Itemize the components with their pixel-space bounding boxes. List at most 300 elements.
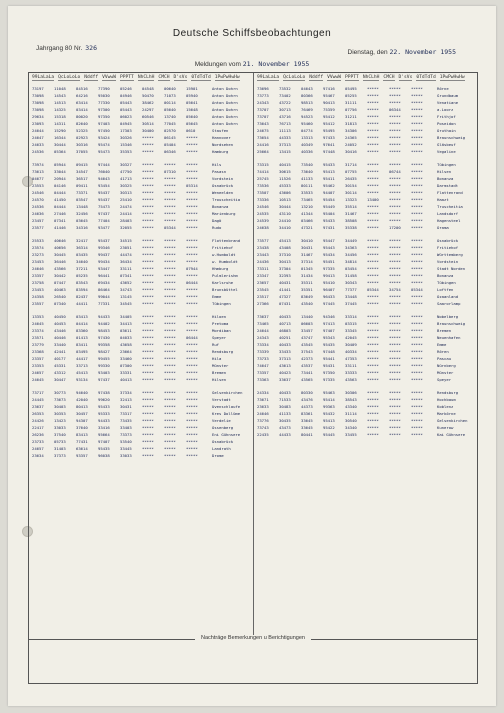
code-group: 24358 [32,294,44,299]
page-title: Deutsche Schiffsbeobachtungen [172,28,332,39]
station-name: Eni Gühnsere [212,432,241,437]
code-group: 25745 [257,176,269,181]
jahrgang-line [36,44,97,52]
station-name: Ozaanland [437,294,459,299]
code-group: 30154 [345,183,357,188]
code-group: ***** [411,190,423,195]
code-group: 97431 [323,225,335,230]
code-group: 93134 [76,377,88,382]
observation-row [257,127,479,134]
code-group: 94643 [98,176,110,181]
code-group: 50470 [142,93,154,98]
code-group: 07431 [279,301,291,306]
code-group: 95435 [323,342,335,347]
code-group: 33645 [301,425,313,430]
code-group: ***** [367,418,379,423]
code-group: ***** [411,100,423,105]
code-group: ***** [142,273,154,278]
observation-row [32,389,254,396]
code-group: 35514 [345,204,357,209]
code-group: ***** [142,342,154,347]
code-group: 73776 [257,418,269,423]
code-group: 95410 [323,280,335,285]
code-group: ***** [411,162,423,167]
observation-row [257,99,479,106]
code-group: 82640 [76,121,88,126]
code-group: ***** [411,411,423,416]
code-group: ***** [411,328,423,333]
observation-row [257,279,479,286]
column-header-cell: NhCLhH [137,75,155,80]
observation-row [257,168,479,175]
code-group: ***** [186,162,198,167]
code-group: 23557 [32,301,44,306]
code-group: ***** [411,149,423,154]
observation-row [32,99,254,106]
observation-row [32,106,254,113]
code-group: 30435 [279,418,291,423]
code-group: 73733 [257,356,269,361]
code-group: ***** [367,259,379,264]
station-name: w.Humboldt [212,252,236,257]
code-group: ***** [186,238,198,243]
station-name: Bonanza [212,204,229,209]
station-name: Hagensteel [437,218,461,223]
code-group: ***** [186,404,198,409]
code-group: ***** [411,238,423,243]
station-name: Anton Dohrn [212,93,238,98]
code-group: 42045 [345,335,357,340]
column-header-cell: 1PwPwHwHw [439,75,465,80]
code-group: 36517 [76,176,88,181]
code-group: 05640 [186,114,198,119]
code-group: 44474 [120,252,132,257]
code-group: 03495 [76,349,88,354]
observation-row [257,369,479,376]
code-group: 80366 [301,93,313,98]
code-group: 63414 [76,100,88,105]
code-group: ***** [389,370,401,375]
code-group: ***** [164,328,176,333]
code-group: 80330 [301,390,313,395]
code-group: 94433 [98,418,110,423]
code-group: ***** [142,135,154,140]
observation-row [257,106,479,113]
observation-row [257,341,479,348]
code-group: 99330 [98,363,110,368]
code-group: 07300 [120,363,132,368]
code-group: 24644 [32,128,44,133]
code-group: 97444 [98,162,110,167]
station-name: Hhmburg [212,266,229,271]
code-group: 05246 [120,86,132,91]
station-name: Landrath [212,446,231,451]
code-group: 30326 [120,135,132,140]
code-group: 06145 [164,135,176,140]
code-group: ***** [142,259,154,264]
code-group: ***** [411,342,423,347]
code-group: ***** [142,245,154,250]
code-group: ***** [389,135,401,140]
code-group: ***** [142,328,154,333]
code-group: ***** [411,211,423,216]
code-group: 40463 [54,287,66,292]
code-group: ***** [411,294,423,299]
code-group: ***** [164,370,176,375]
code-group: 40251 [279,335,291,340]
code-group: 30444 [279,204,291,209]
code-group: 73707 [257,107,269,112]
code-group: 80413 [76,404,88,409]
code-group: 30514 [142,121,154,126]
code-group: ***** [186,411,198,416]
observation-row [32,168,254,175]
code-group: ***** [142,294,154,299]
code-group: ***** [164,335,176,340]
code-group: ***** [164,411,176,416]
code-group: 52325 [76,128,88,133]
observation-row [32,313,254,320]
code-group: 97335 [323,377,335,382]
code-group: 90413 [323,100,335,105]
observation-row [32,376,254,383]
code-group: 07944 [186,266,198,271]
observation-row [32,127,254,134]
code-group: 38543 [345,397,357,402]
code-group: 04444 [54,190,66,195]
code-group: 33533 [301,190,313,195]
code-group: 01345 [301,266,313,271]
code-group: 73334 [257,342,269,347]
code-group: 23758 [32,280,44,285]
code-group: 33345 [345,328,357,333]
code-group: 69434 [98,280,110,285]
code-group: 95412 [323,121,335,126]
code-group: ***** [142,190,154,195]
code-group: ***** [164,397,176,402]
code-group: ***** [164,377,176,382]
code-group: ***** [411,86,423,91]
code-group: 95413 [323,418,335,423]
code-group: 37304 [279,266,291,271]
code-group: 83594 [76,287,88,292]
station-name: Loftfen [437,287,454,292]
code-group: 22417 [32,425,44,430]
code-group: 73577 [257,238,269,243]
station-name: w. Humboldt [212,259,238,264]
code-group: 43340 [345,404,357,409]
code-group: ***** [367,183,379,188]
code-group: 73465 [257,321,269,326]
observation-row [257,417,479,424]
code-group: 83543 [76,280,88,285]
observation-row [32,279,254,286]
code-group: 73098 [32,93,44,98]
code-group: ***** [411,252,423,257]
observation-row [257,320,479,327]
code-group: ***** [389,432,401,437]
code-group: 33111 [120,266,132,271]
observation-row [32,224,254,231]
code-group: ***** [411,390,423,395]
code-group: 40334 [345,349,357,354]
code-group: ***** [142,404,154,409]
code-group: 15290 [54,128,66,133]
code-group: ***** [389,418,401,423]
code-group: ***** [186,397,198,402]
code-group: ***** [389,197,401,202]
code-group: ***** [142,418,154,423]
column-header-cell: 1PwPwHwHw [214,75,240,80]
observation-row [32,396,254,403]
code-group: 33033 [54,425,66,430]
observation-row [257,286,479,293]
station-name: Mordiban [212,328,231,333]
code-group: 30353 [54,411,66,416]
station-name: Marienburg [212,211,236,216]
code-group: ***** [186,446,198,451]
code-group: ***** [367,314,379,319]
code-group: 31714 [345,162,357,167]
code-group: 11526 [279,176,291,181]
station-name: Vordstein [437,259,459,264]
station-name: Anton Dohrn [212,107,238,112]
code-group: 06444 [186,280,198,285]
code-group: 15346 [120,142,132,147]
code-group: ***** [411,349,423,354]
code-group: 97335 [323,266,335,271]
code-group: ***** [186,204,198,209]
code-group: ***** [186,176,198,181]
code-group: ***** [164,432,176,437]
column-header-cell: Nddff [84,75,99,80]
code-group: 73441 [301,370,313,375]
observation-row [257,396,479,403]
code-group: ***** [142,204,154,209]
code-group: ***** [367,349,379,354]
code-group: 05944 [54,162,66,167]
code-group: ***** [367,100,379,105]
code-group: 07447 [54,280,66,285]
station-name: Trouscheitia [212,197,241,202]
code-group: 40646 [54,238,66,243]
column-header-cell: CMCH [158,75,170,80]
observation-row [32,293,254,300]
code-group: ***** [142,425,154,430]
code-group: 23353 [32,363,44,368]
code-group: 95431 [323,363,335,368]
code-group: 95445 [323,432,335,437]
observation-row [32,141,254,148]
code-group: 77390 [98,86,110,91]
code-group: ***** [164,204,176,209]
code-group: 24570 [32,197,44,202]
code-group: 15318 [54,114,66,119]
code-group: 31813 [345,121,357,126]
code-group: 24675 [257,128,269,133]
code-group: 05940 [186,93,198,98]
code-group: ***** [389,238,401,243]
code-group: 94523 [301,114,313,119]
column-header-cell: QcLoLoLo [283,75,306,80]
code-group: 05495 [345,86,357,91]
observation-row [257,120,479,127]
code-group: 93477 [98,225,110,230]
code-group: 11048 [54,86,66,91]
code-group: ***** [367,404,379,409]
code-group: 97445 [323,301,335,306]
code-group: ***** [186,356,198,361]
code-group: 23438 [257,245,269,250]
code-group: 32055 [120,225,132,230]
station-name: Weneelden [212,190,234,195]
right-observation-column [257,85,479,459]
code-group: 23553 [32,183,44,188]
observation-row [257,189,479,196]
code-group: 43537 [301,363,313,368]
code-group: 40431 [279,280,291,285]
code-group: 34515 [120,238,132,243]
code-group: ***** [411,377,423,382]
code-group: 25664 [257,149,269,154]
code-group: 36446 [54,259,66,264]
code-group: 95432 [323,411,335,416]
code-group: 31434 [301,273,313,278]
code-group: ***** [389,314,401,319]
observation-row [32,300,254,307]
code-group: 73317 [120,411,132,416]
code-group: ***** [164,252,176,257]
code-group: 73637 [257,314,269,319]
code-group: ***** [164,446,176,451]
observation-row [32,341,254,348]
code-group: ***** [389,176,401,181]
code-group: ***** [411,259,423,264]
code-group: 93454 [98,183,110,188]
code-group: 30431 [120,404,132,409]
code-group: 73613 [32,169,44,174]
code-group: 76040 [98,169,110,174]
code-group: 29634 [32,114,44,119]
code-group: 73507 [257,190,269,195]
code-group: 30457 [76,411,88,416]
code-group: 23574 [32,245,44,250]
code-group: ***** [389,280,401,285]
observation-row [32,85,254,92]
code-group: ***** [411,245,423,250]
code-group: 17200 [389,225,401,230]
code-group: 99620 [98,397,110,402]
station-name: Württemberg [437,252,463,257]
code-group: ***** [186,135,198,140]
code-group: 23633 [257,404,269,409]
code-group: 04033 [120,335,132,340]
code-group: ***** [142,218,154,223]
code-group: 23733 [32,439,44,444]
code-group: 06023 [120,114,132,119]
code-group: 77045 [164,121,176,126]
code-group: 32417 [76,238,88,243]
code-group: 13740 [164,114,176,119]
code-group: 37540 [54,432,66,437]
code-group: 13313 [301,135,313,140]
code-group: 07341 [54,218,66,223]
code-group: ***** [142,349,154,354]
code-group: 13323 [345,197,357,202]
observation-row [32,92,254,99]
station-name: Osnabrück [212,439,234,444]
code-group: 31403 [54,446,66,451]
code-group: 93447 [98,266,110,271]
code-group: ***** [142,397,154,402]
code-group: 30413 [279,259,291,264]
code-group: 73773 [257,93,269,98]
code-group: ***** [367,121,379,126]
code-group: 23093 [32,121,44,126]
code-group: 97433 [323,135,335,140]
code-group: ***** [411,135,423,140]
code-group: 97407 [98,439,110,444]
code-group: ***** [411,370,423,375]
code-group: ***** [389,93,401,98]
code-group: 95343 [323,335,335,340]
code-group: 75473 [98,204,110,209]
column-header-cell: PPPTT [119,75,134,80]
code-group: ***** [164,280,176,285]
station-name: Hila [212,356,222,361]
code-group: 30316 [76,142,88,147]
code-group: 07341 [120,273,132,278]
code-group: 24343 [257,100,269,105]
code-group: ***** [367,321,379,326]
code-group: 05443 [120,100,132,105]
code-group: 38462 [142,100,154,105]
observation-row [257,362,479,369]
code-group: 95474 [98,142,110,147]
station-name: Tübingen [437,280,456,285]
station-name: Truscheitia [437,204,463,209]
station-name: Rören [437,349,449,354]
station-name: Osnabrück [437,238,459,243]
code-group: 37313 [279,356,291,361]
code-group: 24644 [257,328,269,333]
code-group: ***** [389,211,401,216]
observation-row [257,182,479,189]
code-group: 23571 [32,335,44,340]
code-group: 30343 [345,280,357,285]
code-group: 05344 [367,287,379,292]
code-group: 37373 [54,453,66,458]
observation-row [257,161,479,168]
code-group: 97438 [98,390,110,395]
station-name: Fritiehof [212,245,234,250]
code-group: 13400 [367,197,379,202]
code-group: 23657 [257,280,269,285]
code-group: 24343 [257,335,269,340]
date-label: Dienstag, den [347,49,388,56]
code-group: 74414 [257,169,269,174]
code-group: ***** [142,238,154,243]
station-name: Anton Dohrn [212,86,238,91]
code-group: 04414 [76,321,88,326]
code-group: ***** [186,211,198,216]
code-group: ***** [389,86,401,91]
column-header-cell: D'sVs [398,75,413,80]
code-group: 34306 [345,128,357,133]
observation-sheet [8,6,496,706]
code-group: ***** [186,245,198,250]
station-name: Bonanza [437,273,454,278]
